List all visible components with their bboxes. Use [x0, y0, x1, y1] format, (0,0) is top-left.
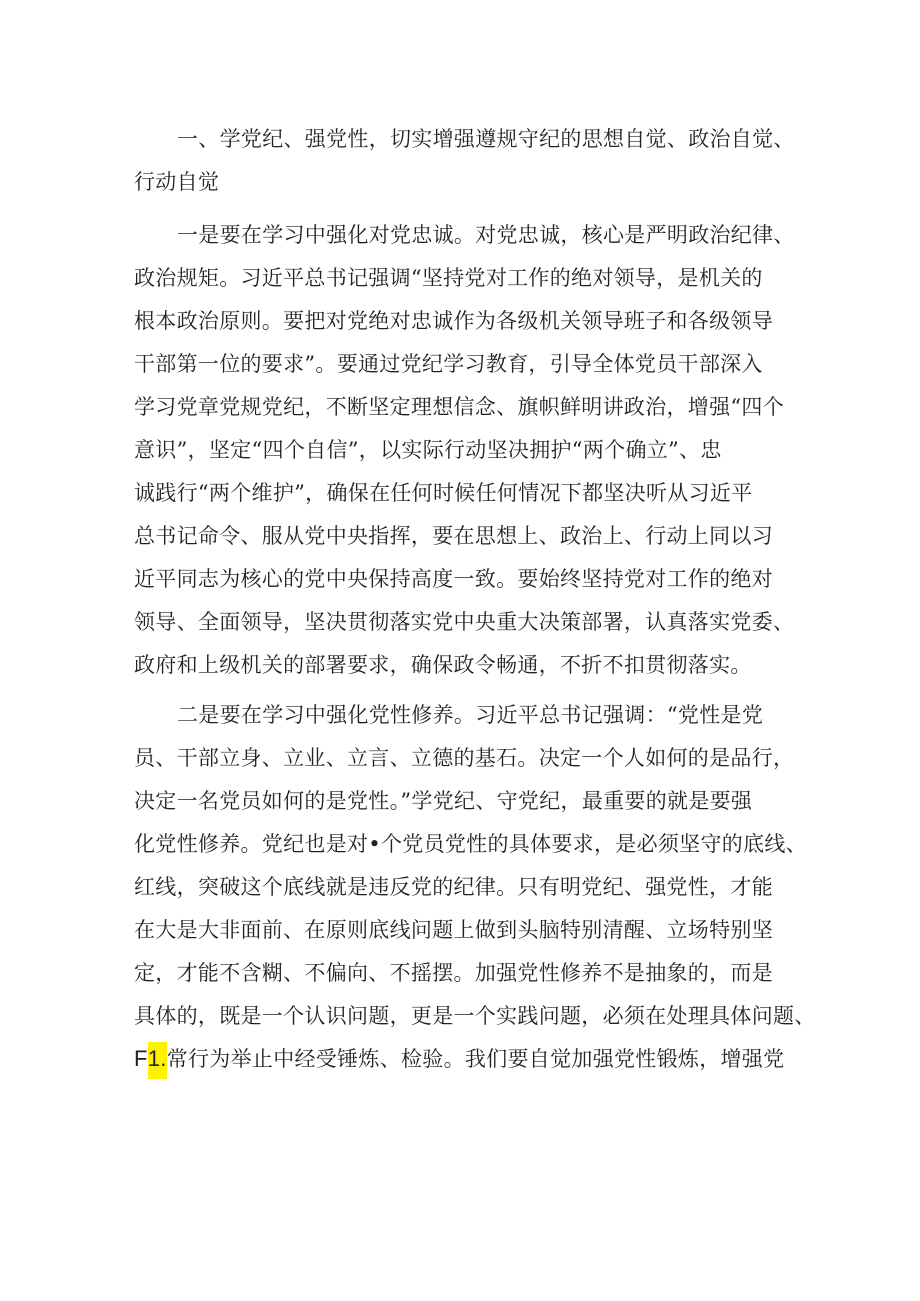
ocr-artifact-letter: F	[134, 1046, 148, 1071]
para2-line: 具体的，既是一个认识问题，更是一个实践问题，必须在处理具体问题、	[134, 1004, 816, 1028]
para1-line: 总书记命令、服从党中央指挥，要在思想上、政治上、行动上同以习	[134, 524, 773, 548]
para1-line: 政府和上级机关的部署要求，确保政令畅通，不折不扣贯彻落实。	[134, 653, 752, 677]
highlighted-text: 1.	[148, 1042, 167, 1079]
last-line-text: 常行为举止中经受锤炼、检验。我们要自觉加强党性锻炼，增强党	[166, 1047, 785, 1071]
para2-line: 决定一名党员如何的是党性。”学党纪、守党纪，最重要的就是要强	[134, 789, 753, 813]
para2-line: 红线，突破这个底线就是违反党的纪律。只有明党纪、强党性，才能	[134, 875, 773, 899]
para1-line: 根本政治原则。要把对党绝对忠诚作为各级机关领导班子和各级领导	[134, 309, 773, 333]
para2-last-line	[134, 1041, 794, 1077]
para1-line: 诚践行“两个维护”，确保在任何时候任何情况下都坚决听从习近平	[134, 481, 753, 505]
para1-line: 一是要在学习中强化对党忠诚。对党忠诚，核心是严明政治纪律、	[177, 223, 795, 247]
para2-line: 二是要在学习中强化党性修养。习近平总书记强调：“党性是党	[177, 703, 764, 727]
para1-line: 干部第一位的要求”。要通过党纪学习教育，引导全体党员干部深入	[134, 352, 763, 376]
heading-line-2: 行动自觉	[134, 170, 220, 194]
para1-line: 学习党章党规党纪，不断坚定理想信念、旗帜鲜明讲政治，增强“四个	[134, 395, 785, 419]
para1-line: 领导、全面领导，坚决贯彻落实党中央重大决策部署，认真落实党委、	[134, 610, 795, 634]
para1-line: 意识”，坚定“四个自信”，以实际行动坚决拥护“两个确立”、忠	[134, 438, 722, 462]
para2-line: 员、干部立身、立业、立言、立德的基石。决定一个人如何的是品行，	[134, 746, 795, 770]
para2-line: 化党性修养。党纪也是对•个党员党性的具体要求，是必须坚守的底线、	[134, 832, 807, 856]
para1-line: 政治规矩。习近平总书记强调“坚持党对工作的绝对领导，是机关的	[134, 266, 763, 290]
para1-line: 近平同志为核心的党中央保持高度一致。要始终坚持党对工作的绝对	[134, 567, 773, 591]
heading-line-1: 一、学党纪、强党性，切实增强遵规守纪的思想自觉、政治自觉、	[177, 127, 795, 151]
para2-line: 在大是大非面前、在原则底线问题上做到头脑特别清醒、立场特别坚	[134, 918, 773, 942]
para2-line: 定，才能不含糊、不偏向、不摇摆。加强党性修养不是抽象的，而是	[134, 961, 773, 985]
